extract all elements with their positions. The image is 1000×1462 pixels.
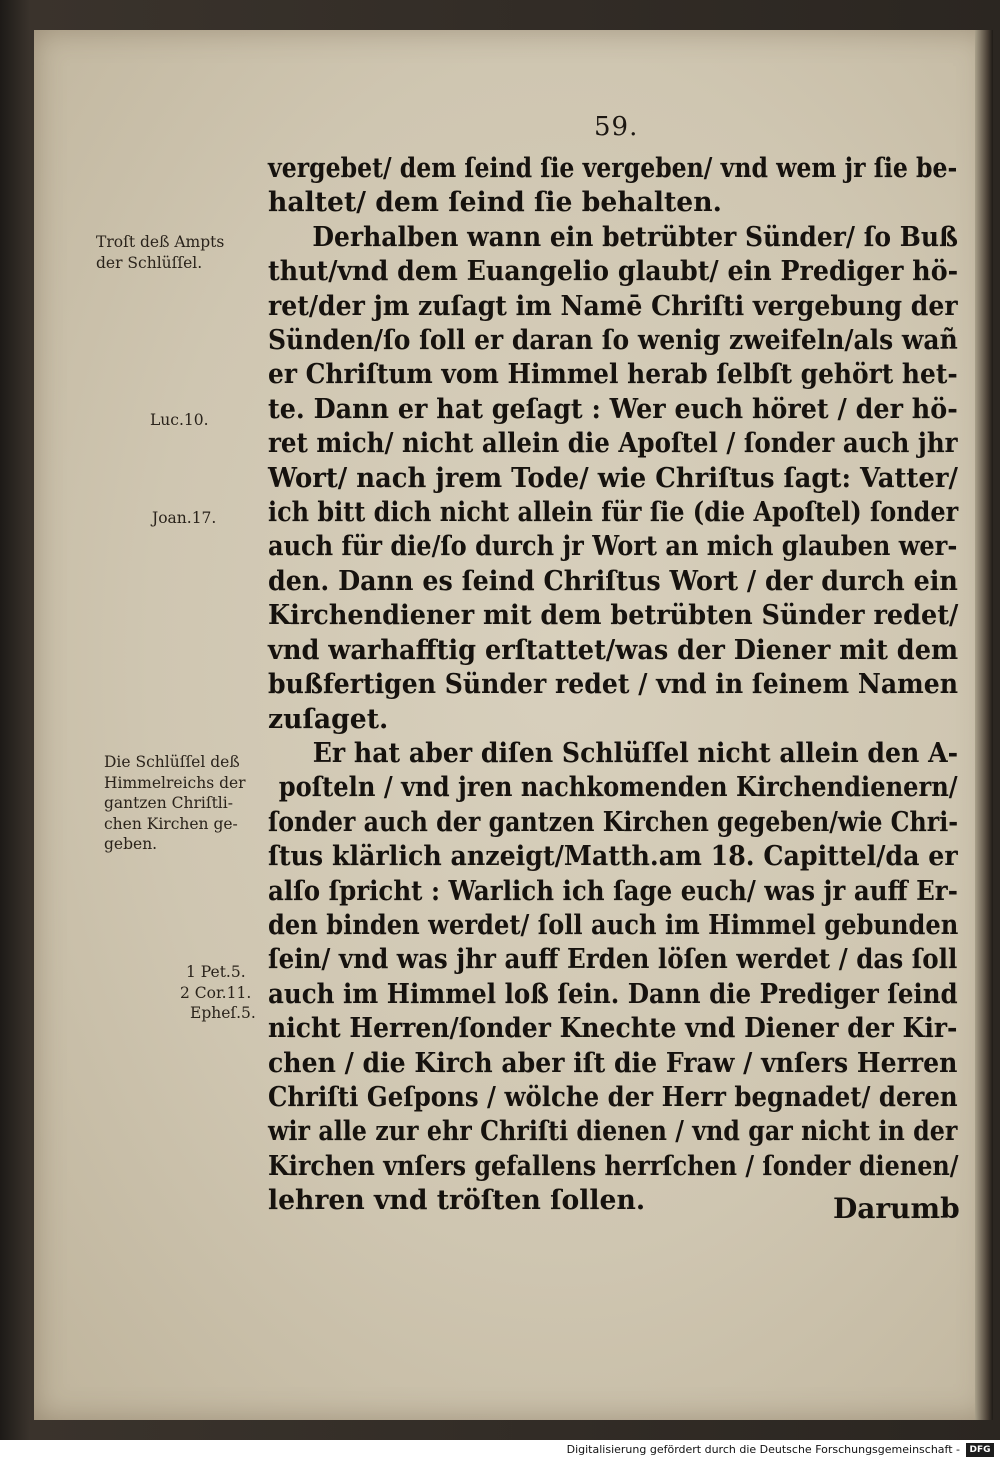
margin-note-trost: [96, 232, 266, 273]
text-line: haltet/ dem ſeind ſie behalten.: [268, 187, 722, 219]
footer-credit: Digitalisierung gefördert durch die Deutsche Forschungsgemeinschaft -: [566, 1443, 960, 1456]
catchword: Darumb: [833, 1192, 960, 1225]
margin-note-line: chen Kirchen ge-: [104, 814, 238, 833]
text-line: ich bitt dich nicht allein für ſie (die Apoſtel) ſonder: [268, 497, 959, 529]
text-line: ret/der jm zuſagt im Namē Chriſti vergebung der: [268, 290, 958, 322]
text-line: poſteln / vnd jren nachkomenden Kirchendienern/: [278, 772, 958, 804]
text-line: Wort/ nach jrem Tode/ wie Chriſtus ſagt: Vatter/: [268, 462, 958, 494]
margin-note-line: gantzen Chriſtli-: [104, 794, 233, 812]
text-line: ret mich/ nicht allein die Apoſtel / ſonder auch jhr: [268, 428, 958, 460]
text-line: te. Dann er hat geſagt : Wer euch höret / der hö-: [268, 393, 958, 425]
text-line: zuſaget.: [268, 703, 389, 735]
text-line: Derhalben wann ein betrübter Sünder/ ſo Buß: [312, 221, 959, 253]
text-line: Er hat aber diſen Schlüſſel nicht allein den A-: [312, 737, 959, 769]
text-line: ſtus klärlich anzeigt/Matth.am 18. Capittel/da er: [268, 841, 958, 873]
text-line: ſonder auch der gantzen Kirchen gegeben/wie Chri-: [268, 806, 959, 838]
margin-note-line: Troſt deß Ampts: [96, 233, 225, 251]
text-line: lehren vnd tröſten ſollen.: [268, 1185, 646, 1217]
page-number: 59.: [594, 112, 639, 142]
margin-note-line: Epheſ.5.: [190, 1004, 256, 1022]
margin-note-line: Die Schlüſſel deß: [104, 753, 240, 771]
margin-note-line: Joan.17.: [152, 509, 217, 527]
margin-note-luc: [150, 410, 230, 431]
margin-note-line: 1 Pet.5.: [186, 963, 246, 981]
margin-note-line: Himmelreichs der: [104, 773, 246, 792]
margin-note-refs: [180, 962, 270, 1024]
margin-note-line: der Schlüſſel.: [96, 253, 203, 272]
text-line: vnd warhafftig erſtattet/was der Diener mit dem: [268, 634, 959, 666]
text-line: Sünden/ſo ſoll er daran ſo wenig zweifeln/als wañ: [268, 325, 958, 357]
text-line: vergebet/ dem ſeind ſie vergeben/ vnd wem jr ſie be-: [268, 153, 958, 184]
margin-note-line: 2 Cor.11.: [180, 983, 252, 1002]
text-line: bußfertigen Sünder redet / vnd in ſeinem Namen: [268, 669, 959, 701]
text-line: Chriſti Geſpons / wölche der Herr begnadet/ deren: [268, 1081, 958, 1113]
text-line: Kirchendiener mit dem betrübten Sünder redet/: [268, 600, 959, 632]
text-line: nicht Herren/ſonder Knechte vnd Diener der Kir-: [268, 1013, 958, 1045]
text-line: alſo ſpricht : Warlich ich ſage euch/ was jr auff Er-: [268, 875, 958, 907]
text-line: den binden werdet/ ſoll auch im Himmel gebunden: [268, 909, 959, 941]
text-line: er Chriſtum vom Himmel herab ſelbſt gehört het-: [268, 359, 958, 391]
margin-note-line: geben.: [104, 835, 158, 853]
text-line: thut/vnd dem Euangelio glaubt/ ein Prediger hö-: [268, 256, 959, 288]
page-edge: [975, 30, 993, 1420]
footer-bar: [0, 1440, 1000, 1462]
text-line: auch für die/ſo durch jr Wort an mich glauben wer-: [268, 531, 958, 563]
margin-note-line: Luc.10.: [150, 411, 209, 429]
margin-note-schluessel: [104, 752, 268, 855]
text-line: auch im Himmel loß ſein. Dann die Prediger ſeind: [268, 978, 958, 1010]
margin-note-joan: [152, 508, 242, 529]
dfg-logo-icon: DFG: [966, 1443, 994, 1457]
text-line: den. Dann es ſeind Chriſtus Wort / der durch ein: [268, 565, 958, 597]
text-line: wir alle zur ehr Chriſti dienen / vnd gar nicht in der: [268, 1116, 958, 1148]
text-line: Kirchen vnſers gefallens herrſchen / ſonder dienen/: [268, 1150, 959, 1182]
text-line: chen / die Kirch aber iſt die Fraw / vnſers Herren: [268, 1047, 958, 1079]
text-line: ſein/ vnd was jhr auff Erden löſen werdet / das ſoll: [268, 944, 958, 976]
body-text: [268, 152, 968, 1219]
